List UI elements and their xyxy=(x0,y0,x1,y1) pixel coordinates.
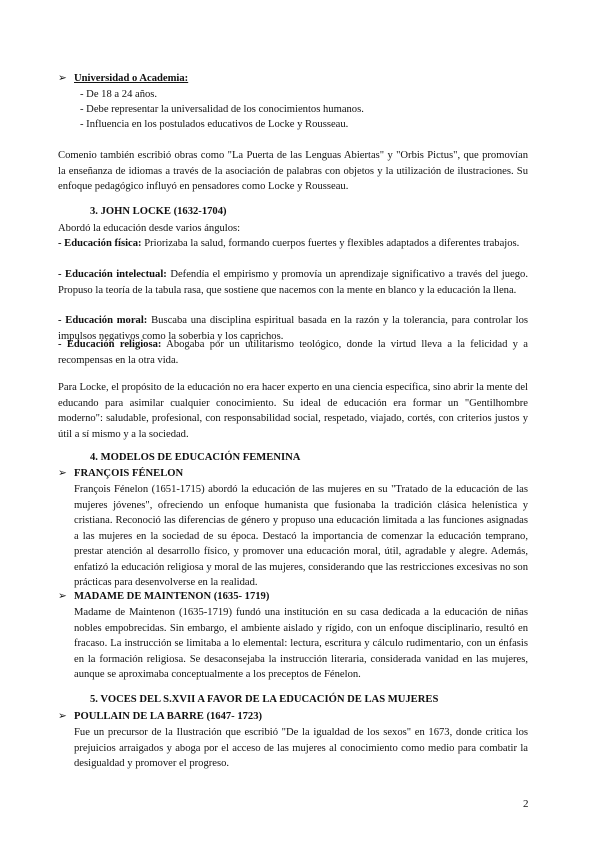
arrow-bullet-icon: ➢ xyxy=(58,591,67,602)
paragraph-fenelon: François Fénelon (1651-1715) abordó la educación de las mujeres en su "Tratado de la educación de las mujeres jóvenes", ofreciendo un enfoque humanista que fusionaba la tradición clásica helenística y cristiana. Reconoció las diferencias de género y propuso una educación limitada a las funciones asignadas a las mujeres en la sociedad de su época. Destacó la importancia de comenzar la educación temprano, prestar atención al desarrollo físico, y promover una educación moral, útil, agradable y alegre. Además, enfatizó la educación religiosa y moral de las mujeres, considerando que las restricciones excesivas no son prácticas para desenvolverse en la realidad. xyxy=(74,484,528,588)
arrow-bullet-icon: ➢ xyxy=(58,711,67,722)
paragraph-maintenon: Madame de Maintenon (1635-1719) fundó una institución en su casa dedicada a la educación de niñas nobles empobrecidas. Sin embargo, el ambiente aislado y rígido, con un enfoque disciplinario, resultó en fracaso. La instrucción se limitaba a lo elemental: lectura, escritura y cálculo rudimentario, con un énfasis en la formación religiosa. Se desaconsejaba la instrucción literaria, considerada vanidad en las mujeres, aunque se aproximaba conceptualmente a los preceptos de Fénelon. xyxy=(74,607,528,680)
heading-femenina: 4. MODELOS DE EDUCACIÓN FEMENINA xyxy=(90,452,301,463)
locke-point-intelectual: - Educación intelectual: Defendía el empirismo y promovía un aprendizaje significativo a través del juego. Propuso la teoría de la tabula rasa, que sostiene que nacemos con la mente en blanco y la educación la llena. xyxy=(58,269,528,296)
arrow-bullet-icon: ➢ xyxy=(58,468,67,479)
paragraph-comenio: Comenio también escribió obras como "La Puerta de las Lenguas Abiertas" y "Orbis Pictus", que promovían la enseñanza de idiomas a través de la asociación de palabras con objetos y la utilización de ilustraciones. Su enfoque pedagógico influyó en pensadores como Locke y Rousseau. xyxy=(58,150,528,192)
bullet-fenelon: ➢ FRANÇOIS FÉNELON xyxy=(58,466,183,482)
locke-point-fisica: - Educación física: Priorizaba la salud, formando cuerpos fuertes y flexibles adaptados a diferentes trabajos. xyxy=(58,238,520,249)
heading-voces: 5. VOCES DEL S.XVII A FAVOR DE LA EDUCACIÓN DE LAS MUJERES xyxy=(90,694,439,705)
page-number: 2 xyxy=(523,798,529,810)
bullet-maintenon: ➢ MADAME DE MAINTENON (1635- 1719) xyxy=(58,589,269,605)
locke-intro: Abordó la educación desde varios ángulos: xyxy=(58,223,241,234)
paragraph-poullain: Fue un precursor de la Ilustración que escribió "De la igualdad de los sexos" en 1673, donde critica los prejuicios arraigados y aboga por el acceso de las mujeres al conocimiento como medio para combatir la desigualdad y promover el progreso. xyxy=(74,727,528,769)
paragraph-locke: Para Locke, el propósito de la educación no era hacer experto en una ciencia específica, sino abrir la mente del educando para asimilar cualquier conocimiento. Su ideal de educación era formar un "Gentilhombre moderno": saludable, profesional, con responsabilidad social, respetado, viajado, cortés, con criterios justos y útil a sí mismo y a la sociedad. xyxy=(58,382,528,440)
locke-point-moral: - Educación moral: Buscaba una disciplina espiritual basada en la razón y la tolerancia, para controlar los impulsos negativos como la soberbia y los caprichos. xyxy=(58,315,529,342)
locke-point-religiosa: - Educación religiosa: Abogaba por un utilitarismo teológico, donde la virtud lleva a la felicidad y a recompensas en la otra vida. xyxy=(58,339,529,366)
list-item: - Influencia en los postulados educativos de Locke y Rousseau. xyxy=(80,119,349,130)
bullet-poullain: ➢ POULLAIN DE LA BARRE (1647- 1723) xyxy=(58,709,262,725)
list-item: - Debe representar la universalidad de los conocimientos humanos. xyxy=(80,104,364,115)
heading-locke: 3. JOHN LOCKE (1632-1704) xyxy=(90,206,227,217)
bullet-universidad: ➢ Universidad o Academia: xyxy=(58,71,188,87)
arrow-bullet-icon: ➢ xyxy=(58,73,67,84)
list-item: - De 18 a 24 años. xyxy=(80,89,158,100)
